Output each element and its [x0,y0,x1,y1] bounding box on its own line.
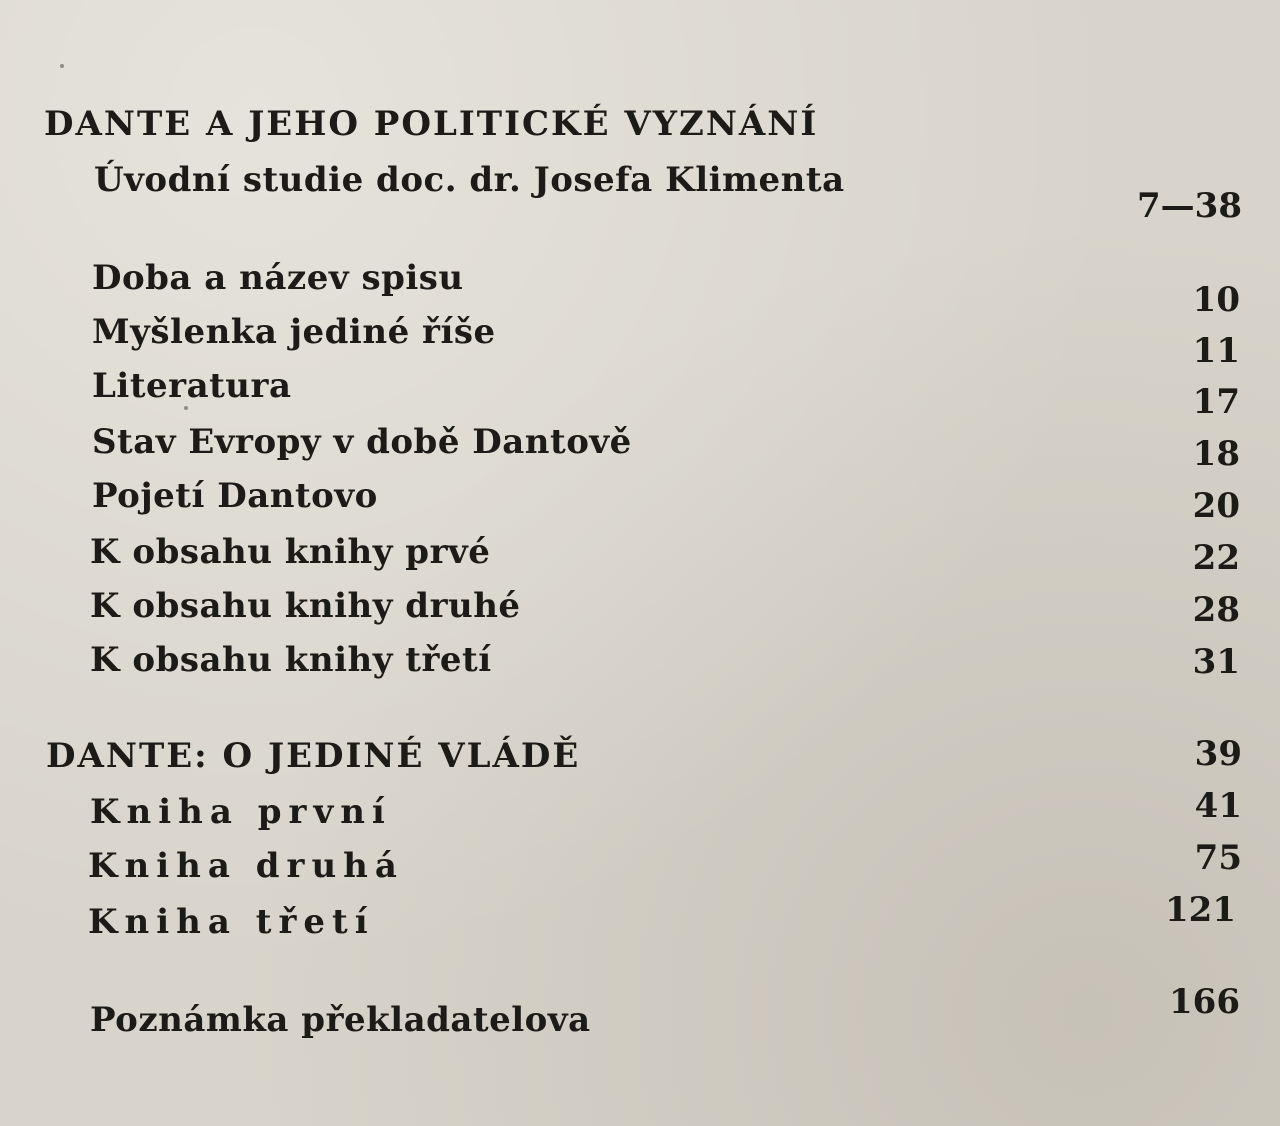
section1-title: DANTE A JEHO POLITICKÉ VYZNÁNÍ [44,104,819,144]
section2-page: 39 [1194,734,1242,774]
toc-entry-label: Doba a název spisu [92,258,464,298]
toc-entry-label: Stav Evropy v době Dantově [92,422,632,462]
book-page: 75 [1194,838,1242,878]
toc-entry-label: Literatura [92,366,292,406]
book-label: Kniha třetí [88,902,375,942]
toc-entry-label: K obsahu knihy třetí [90,640,492,680]
toc-entry-page: 11 [1192,331,1240,371]
book-label: Kniha druhá [88,846,404,886]
toc-entry-label: Myšlenka jediné říše [92,312,496,352]
toc-entry-page: 22 [1192,538,1240,578]
translator-note-page: 166 [1169,982,1240,1022]
toc-entry-label: Pojetí Dantovo [92,476,378,516]
paper-speck [60,64,64,68]
book-page: 41 [1194,786,1242,826]
section2-title: DANTE: O JEDINÉ VLÁDĚ [46,736,581,776]
toc-entry-label: K obsahu knihy prvé [90,532,491,572]
book-page: 121 [1165,890,1236,930]
translator-note-label: Poznámka překladatelova [90,1000,591,1040]
section1-intro: Úvodní studie doc. dr. Josefa Klimenta [94,160,845,200]
section1-intro-pages: 7—38 [1137,186,1242,226]
toc-entry-page: 31 [1192,642,1240,682]
book-label: Kniha první [90,792,392,832]
toc-entry-page: 20 [1192,486,1240,526]
toc-entry-page: 10 [1192,280,1240,320]
toc-entry-label: K obsahu knihy druhé [90,586,521,626]
toc-entry-page: 28 [1192,590,1240,630]
toc-entry-page: 17 [1192,382,1240,422]
paper-speck [184,406,188,410]
toc-entry-page: 18 [1192,434,1240,474]
